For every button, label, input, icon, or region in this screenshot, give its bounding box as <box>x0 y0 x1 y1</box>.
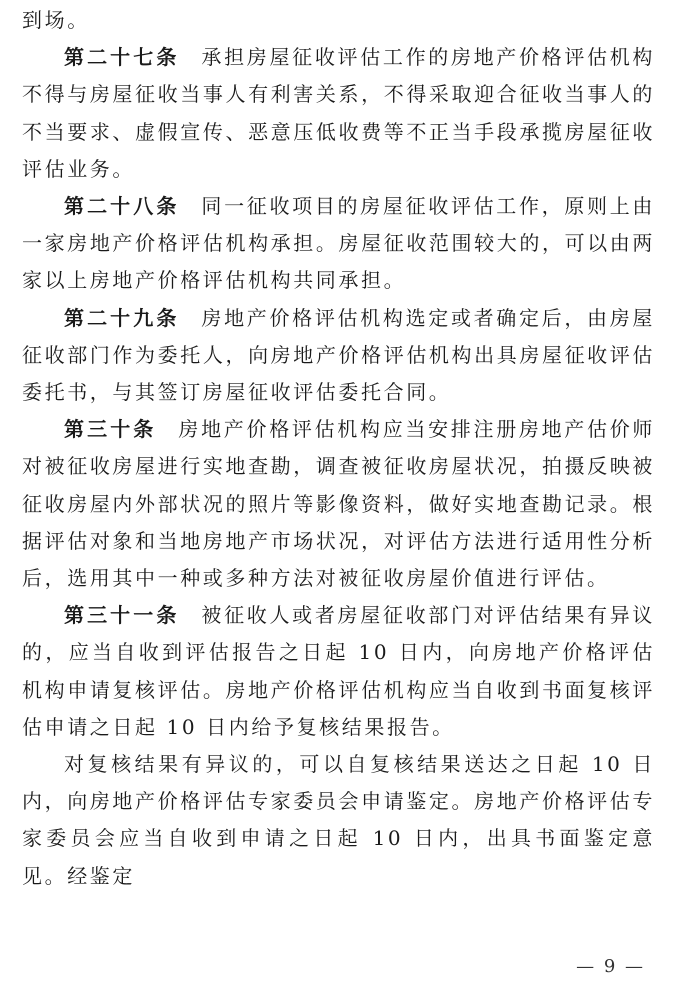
article-text: 被征收人或者房屋征收部门对评估结果有异议的，应当自收到评估报告之日起 10 日内，向房地产价格评估机构申请复核评估。房地产价格评估机构应当自收到书面复核评估申请之日起 10 日内给予复核结果报告。 <box>22 603 656 739</box>
article-text: 承担房屋征收评估工作的房地产价格评估机构不得与房屋征收当事人有利害关系，不得采取迎合征收当事人的不当要求、虚假宣传、恶意压低收费等不正当手段承揽房屋征收评估业务。 <box>22 45 656 181</box>
article-text: 房地产价格评估机构应当安排注册房地产估价师对被征收房屋进行实地查勘，调查被征收房屋状况，拍摄反映被征收房屋内外部状况的照片等影像资料，做好实地查勘记录。根据评估对象和当地房地产市场状况，对评估方法进行适用性分析后，选用其中一种或多种方法对被征收房屋价值进行评估。 <box>22 417 655 591</box>
article-27 <box>22 39 655 188</box>
article-heading: 第二十八条 <box>64 194 180 219</box>
page-number: — 9 — <box>576 956 645 977</box>
article-text: 同一征收项目的房屋征收评估工作，原则上由一家房地产价格评估机构承担。房屋征收范围较大的，可以由两家以上房地产价格评估机构共同承担。 <box>22 194 656 293</box>
article-29 <box>22 300 655 412</box>
article-31-paragraph-2 <box>22 746 655 895</box>
paragraph-text: 到场。 <box>22 8 90 32</box>
article-heading: 第三十条 <box>64 417 157 442</box>
article-30 <box>22 411 655 597</box>
article-heading: 第三十一条 <box>64 603 180 628</box>
paragraph-text: 对复核结果有异议的，可以自复核结果送达之日起 10 日内，向房地产价格评估专家委员会申请鉴定。房地产价格评估专家委员会应当自收到申请之日起 10 日内，出具书面鉴定意见。经鉴定 <box>22 752 655 888</box>
article-heading: 第二十九条 <box>64 305 180 330</box>
article-heading: 第二十七条 <box>64 45 180 70</box>
paragraph-continuation <box>22 2 655 39</box>
article-text: 房地产价格评估机构选定或者确定后，由房屋征收部门作为委托人，向房地产价格评估机构出具房屋征收评估委托书，与其签订房屋征收评估委托合同。 <box>22 305 656 405</box>
article-28 <box>22 188 655 300</box>
article-31 <box>22 597 655 746</box>
